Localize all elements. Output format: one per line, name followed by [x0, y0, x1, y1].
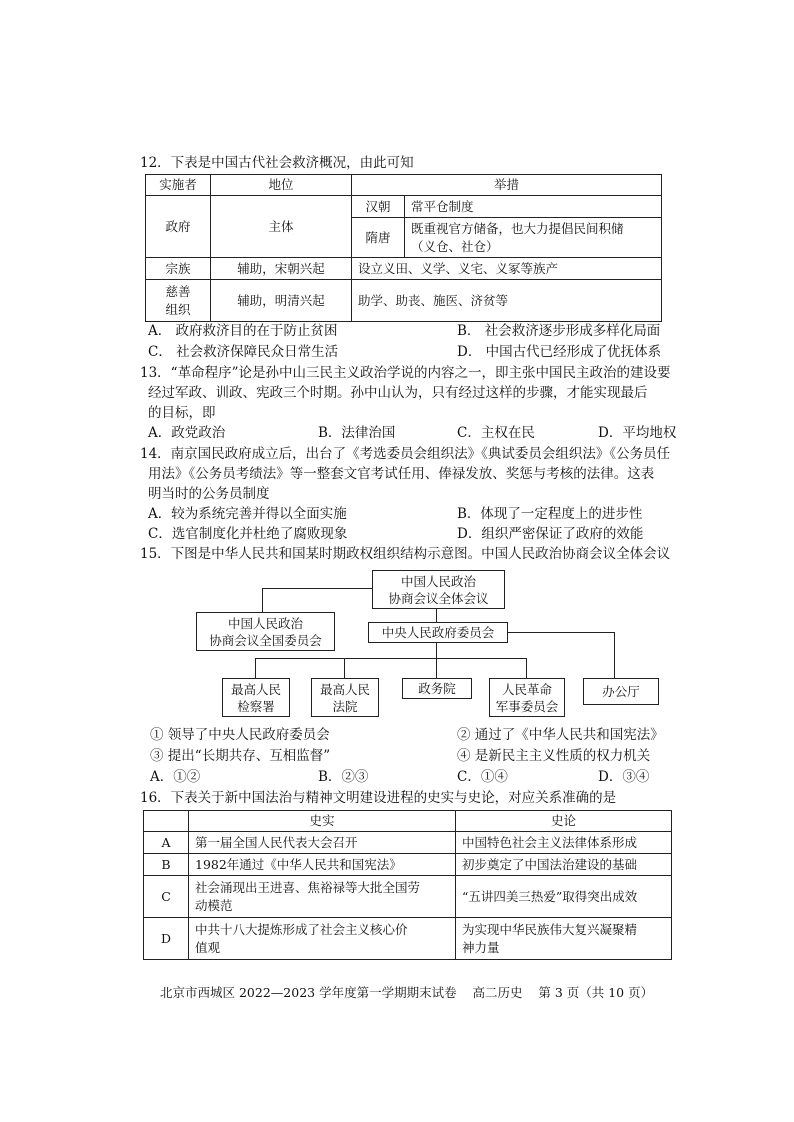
q12-option-d[interactable]: D． 中国古代已经形成了优抚体系 [457, 344, 662, 360]
q12-header-actor: 实施者 [146, 175, 211, 196]
q16-row-d-fact-line2: 值观 [195, 939, 221, 955]
box-cppcc-plenary-line1: 中国人民政治 [400, 573, 476, 589]
connector-top-left [262, 588, 372, 589]
q12-gov-actor: 政府 [146, 196, 211, 258]
q15-option-c[interactable]: C．①④ [457, 769, 508, 785]
q16-row-d-fact-line1: 中共十八大提炼形成了社会主义核心价 [195, 921, 408, 937]
q16-row-c-thesis: “五讲四美三热爱”取得突出成效 [456, 876, 672, 918]
connector-b2 [344, 658, 345, 678]
q12-table [145, 174, 662, 322]
q12-charity-status: 辅助，明清兴起 [211, 280, 352, 322]
q14-option-c[interactable]: C．选官制度化并杜绝了腐败现象 [148, 526, 348, 542]
connector-office-drop [614, 632, 615, 678]
box-general-office: 办公厅 [583, 678, 659, 705]
connector-office-top [507, 632, 615, 633]
q16-header-thesis: 史论 [456, 811, 672, 832]
q13-option-c[interactable]: C．主权在民 [457, 425, 535, 441]
q14-option-d[interactable]: D．组织严密保证了政府的效能 [457, 526, 644, 542]
q15-statement-4: ④ 是新民主主义性质的权力机关 [457, 748, 651, 764]
q16-row-c-fact [189, 876, 456, 918]
q12-option-c[interactable]: C． 社会救济保障民众日常生活 [148, 344, 339, 360]
q12-charity-measure: 助学、助丧、施医、济贫等 [352, 280, 662, 322]
q12-charity-actor-line2: 组织 [165, 301, 191, 317]
q16-row-c-fact-line1: 社会涌现出王进喜、焦裕禄等大批全国劳 [195, 879, 421, 895]
box-cppcc-plenary [372, 570, 505, 609]
q14-stem-line2: 用法》《公务员考绩法》等一整套文官考试任用、俸禄发放、奖惩与考核的法律。这表 [148, 466, 655, 482]
box-government-council: 政务院 [402, 678, 472, 699]
q15-stem: 15．下图是中华人民共和国某时期政权组织结构示意图。中国人民政治协商会议全体会议 [140, 546, 671, 562]
connector-b4 [526, 658, 527, 678]
box-b1-line2: 检察署 [237, 698, 275, 714]
q16-header-key [144, 811, 189, 832]
box-central-government-committee: 中央人民政府委员会 [368, 622, 508, 643]
connector-left-drop [262, 588, 263, 612]
q16-row-d-thesis [456, 918, 672, 960]
connector-b1 [255, 658, 256, 678]
q12-suitang-measure-line1: 既重视官方储备，也大力提倡民间积储 [411, 220, 624, 236]
q12-suitang-era: 隋唐 [352, 218, 405, 258]
q16-row-a-thesis: 中国特色社会主义法律体系形成 [456, 832, 672, 854]
q16-row-d-fact [189, 918, 456, 960]
box-cppcc-committee-line2: 协商会议全国委员会 [209, 632, 322, 648]
q16-stem: 16．下表关于新中国法治与精神文明建设进程的史实与史论，对应关系准确的是 [140, 790, 617, 806]
q16-table [143, 810, 672, 960]
box-b4-line2: 军事委员会 [495, 698, 559, 714]
q12-clan-measure: 设立义田、义学、义宅、义冢等族产 [352, 258, 662, 280]
q16-row-b-key: B [144, 854, 189, 876]
q12-suitang-measure [405, 218, 662, 258]
q16-row-a-fact: 第一届全国人民代表大会召开 [189, 832, 456, 854]
q15-option-b[interactable]: B．②③ [318, 769, 369, 785]
q14-option-a[interactable]: A．较为系统完善并得以全面实施 [148, 506, 347, 522]
q12-charity-actor-line1: 慈善 [165, 283, 191, 299]
q12-clan-status: 辅助，宋朝兴起 [211, 258, 352, 280]
q13-option-b[interactable]: B．法律治国 [318, 425, 396, 441]
box-b2-line1: 最高人民 [319, 681, 370, 697]
q16-row-b-fact: 1982年通过《中华人民共和国宪法》 [189, 854, 456, 876]
q13-option-d[interactable]: D．平均地权 [598, 425, 677, 441]
box-cppcc-plenary-line2: 协商会议全体会议 [388, 590, 489, 606]
q13-stem-line2: 经过军政、训政、宪政三个时期。孙中山认为，只有经过这样的步骤，才能实现最后 [148, 385, 648, 401]
q14-stem-line1: 14．南京国民政府成立后，出台了《考选委员会组织法》《典试委员会组织法》《公务员任 [140, 446, 671, 462]
q16-row-d-key: D [144, 918, 189, 960]
q12-option-a[interactable]: A． 政府救济目的在于防止贫困 [148, 323, 338, 339]
q12-suitang-measure-line2: （义仓、社仓） [411, 238, 499, 254]
q15-statement-1: ① 领导了中央人民政府委员会 [150, 727, 330, 743]
page-footer: 北京市西城区 2022—2023 学年度第一学期期末试卷 高二历史 第 3 页（共 10 页） [160, 985, 654, 1000]
connector-branch-bar [255, 658, 527, 659]
q16-row-a-key: A [144, 832, 189, 854]
box-supreme-procuratorate [222, 678, 290, 717]
q15-statement-2: ② 通过了《中华人民共和国宪法》 [457, 727, 664, 743]
q12-gov-status: 主体 [211, 196, 352, 258]
q13-stem-line3: 的目标，即 [148, 405, 216, 421]
q16-row-d-thesis-line1: 为实现中华民族伟大复兴凝聚精 [462, 921, 638, 937]
box-cppcc-committee-line1: 中国人民政治 [227, 615, 303, 631]
q15-option-a[interactable]: A．①② [150, 769, 201, 785]
q12-stem: 12．下表是中国古代社会救济概况，由此可知 [140, 155, 414, 171]
box-military-commission [489, 678, 565, 717]
connector-central-down [436, 641, 437, 658]
q15-statement-3: ③ 提出“长期共存、互相监督” [150, 748, 331, 764]
q13-option-a[interactable]: A．政党政治 [148, 425, 226, 441]
q15-option-d[interactable]: D．③④ [598, 769, 650, 785]
connector-top-central [436, 608, 437, 622]
box-supreme-court [311, 678, 379, 717]
q13-stem-line1: 13．“革命程序”论是孙中山三民主义政治学说的内容之一，即主张中国民主政治的建设要 [140, 365, 671, 381]
q12-option-b[interactable]: B． 社会救济逐步形成多样化局面 [457, 323, 661, 339]
connector-b3 [436, 658, 437, 678]
q16-row-c-key: C [144, 876, 189, 918]
q12-han-era: 汉朝 [352, 196, 405, 218]
q14-option-b[interactable]: B．体现了一定程度上的进步性 [457, 506, 643, 522]
q16-row-b-thesis: 初步奠定了中国法治建设的基础 [456, 854, 672, 876]
q12-charity-actor [146, 280, 211, 322]
box-cppcc-national-committee [196, 612, 335, 651]
q12-header-status: 地位 [211, 175, 352, 196]
q16-row-d-thesis-line2: 神力量 [462, 939, 500, 955]
box-b2-line2: 法院 [332, 698, 358, 714]
q12-header-measure: 举措 [352, 175, 662, 196]
q14-stem-line3: 明当时的公务员制度 [148, 486, 270, 502]
q16-header-fact: 史实 [189, 811, 456, 832]
q12-han-measure: 常平仓制度 [405, 196, 662, 218]
box-b4-line1: 人民革命 [501, 681, 552, 697]
q12-clan-actor: 宗族 [146, 258, 211, 280]
box-b1-line1: 最高人民 [230, 681, 281, 697]
q16-row-c-fact-line2: 动模范 [195, 897, 233, 913]
